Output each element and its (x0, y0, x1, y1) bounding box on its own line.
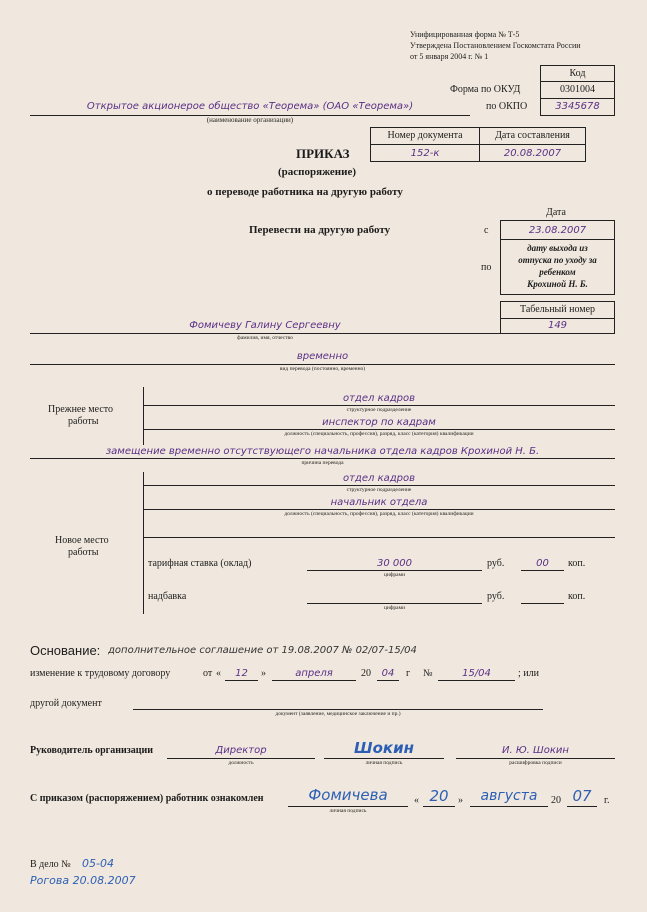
title-subtitle: (распоряжение) (278, 166, 357, 178)
transfer-date-header: Дата (546, 207, 566, 218)
title-description: о переводе работника на другую работу (207, 186, 403, 198)
file-label: В дело № (30, 859, 71, 870)
previous-position-line (143, 429, 615, 430)
change-year-suffix: г (406, 668, 411, 679)
ack-day-line (423, 806, 455, 807)
transfer-label: Перевести на другую работу (249, 224, 391, 236)
head-label: Руководитель организации (30, 745, 154, 756)
ack-year: 07 (572, 787, 592, 805)
transfer-type-caption: вид перевода (постоянно, временно) (279, 366, 366, 372)
head-signature: Шокин (354, 739, 414, 757)
code-header: Код (540, 65, 615, 82)
ack-year-suffix: г. (604, 795, 610, 806)
previous-label-1: Прежнее место (48, 404, 113, 415)
new-department-line (143, 485, 615, 486)
ack-quote-close: » (458, 795, 463, 806)
file-signed: Рогова 20.08.2007 (30, 874, 136, 887)
transfer-reason-caption: причина перевода (301, 460, 344, 466)
organization-caption: (наименование организации) (206, 116, 294, 124)
head-signature-line (324, 758, 444, 759)
bonus-kop-line (521, 603, 564, 604)
doc-number-value: 152-к (410, 148, 440, 159)
rate-kop-line (521, 570, 564, 571)
form-line-3: от 5 января 2004 г. № 1 (410, 52, 489, 61)
previous-department-caption: структурное подразделение (346, 407, 412, 413)
transfer-to-line-1: дату выхода из (527, 243, 588, 253)
transfer-to-label: по (481, 262, 492, 273)
new-place-bracket (143, 472, 144, 614)
ack-signature: Фомичева (308, 786, 388, 804)
new-position-line (143, 509, 615, 510)
new-position-extra-line (143, 537, 615, 538)
form-line-2: Утверждена Постановлением Госкомстата России (410, 41, 581, 50)
transfer-to-line-3: ребенком (539, 267, 576, 277)
change-number: 15/04 (462, 668, 491, 679)
head-name-line (456, 758, 615, 759)
change-label: изменение к трудовому договору (30, 668, 171, 679)
transfer-to-line-2: отпуска по уходу за (518, 255, 597, 265)
head-position-caption: должность (228, 760, 254, 766)
doc-number-header: Номер документа (370, 127, 480, 145)
change-month-line (272, 680, 356, 681)
previous-department: отдел кадров (342, 393, 416, 404)
other-doc-line (133, 709, 543, 710)
head-position: Директор (215, 745, 267, 756)
change-or: ; или (518, 668, 539, 679)
change-month: апреля (295, 668, 333, 679)
previous-position: инспектор по кадрам (322, 417, 436, 428)
employee-name-caption: фамилия, имя, отчество (237, 335, 293, 341)
doc-date-header: Дата составления (479, 127, 586, 145)
ack-year-line (567, 806, 597, 807)
bonus-label: надбавка (148, 591, 187, 602)
transfer-type: временно (296, 351, 349, 362)
change-from: от (203, 668, 213, 679)
rate-caption: цифрами (383, 572, 406, 578)
okpo-value: 3345678 (555, 101, 600, 112)
change-day-line (225, 680, 258, 681)
rate-line (307, 570, 482, 571)
previous-label-2: работы (68, 416, 99, 427)
rate-rub: руб. (487, 558, 505, 569)
ack-year-prefix: 20 (551, 795, 561, 806)
employee-name: Фомичеву Галину Сергеевну (189, 320, 341, 331)
change-day: 12 (235, 668, 248, 679)
new-position-caption: должность (специальность, профессия), разряд, класс (категория) квалификации (284, 511, 474, 517)
head-position-line (167, 758, 315, 759)
okud-value: 0301004 (540, 81, 615, 99)
basis-value: дополнительное соглашение от 19.08.2007 № 02/07-15/04 (108, 645, 417, 656)
ack-signature-caption: личная подпись (329, 808, 367, 814)
okud-label: Форма по ОКУД (450, 84, 521, 95)
transfer-from-value: 23.08.2007 (528, 225, 587, 236)
head-name-caption: расшифровка подписи (509, 760, 562, 766)
doc-date-value: 20.08.2007 (503, 148, 562, 159)
transfer-from-label: с (484, 225, 489, 236)
ack-label: С приказом (распоряжением) работник ознакомлен (30, 793, 264, 804)
ack-month: августа (480, 788, 538, 804)
rate-value: 30 000 (377, 558, 412, 569)
head-name: И. Ю. Шокин (502, 745, 569, 756)
file-value: 05-04 (82, 857, 114, 870)
bonus-kop: коп. (568, 591, 586, 602)
change-year-prefix: 20 (361, 668, 371, 679)
ack-signature-line (288, 806, 408, 807)
okpo-label: по ОКПО (486, 101, 528, 112)
organization-name: Открытое акционерое общество «Теорема» (ОАО «Теорема») (86, 101, 414, 112)
previous-position-caption: должность (специальность, профессия), разряд, класс (категория) квалификации (284, 431, 474, 437)
rate-kop: коп. (568, 558, 586, 569)
previous-department-line (143, 405, 615, 406)
new-department: отдел кадров (342, 473, 416, 484)
other-doc-caption: документ (заявление, медицинское заключение и пр.) (275, 711, 401, 717)
new-place-label-2: работы (68, 547, 99, 558)
new-position: начальник отдела (330, 497, 428, 508)
page-title: ПРИКАЗ (296, 146, 350, 161)
change-year: 04 (381, 668, 395, 679)
bonus-rub: руб. (487, 591, 505, 602)
transfer-type-line (30, 364, 615, 365)
other-doc-label: другой документ (30, 698, 102, 709)
tab-number-value: 149 (547, 320, 568, 331)
new-place-label-1: Новое место (55, 535, 109, 546)
bonus-line (307, 603, 482, 604)
transfer-to-line-4: Крохиной Н. Б. (527, 279, 588, 289)
change-number-line (438, 680, 515, 681)
tab-number-header: Табельный номер (500, 301, 615, 319)
rate-kop-value: 00 (536, 558, 549, 569)
change-year-line (377, 680, 399, 681)
basis-label: Основание: (30, 643, 101, 658)
head-signature-caption: личная подпись (365, 760, 403, 766)
change-quote-open: « (216, 668, 221, 679)
ack-quote-open: « (414, 795, 419, 806)
transfer-reason-line (30, 458, 615, 459)
new-department-caption: структурное подразделение (346, 487, 412, 493)
change-quote-close: » (261, 668, 266, 679)
ack-day: 20 (429, 787, 449, 805)
form-line-1: Унифицированная форма № Т-5 (410, 30, 520, 39)
bonus-caption: цифрами (383, 605, 406, 611)
transfer-reason: замещение временно отсутствующего начальника отдела кадров Крохиной Н. Б. (105, 446, 540, 457)
ack-month-line (470, 806, 548, 807)
rate-label: тарифная ставка (оклад) (148, 558, 252, 569)
employee-name-line (30, 333, 500, 334)
change-number-sign: № (423, 668, 433, 679)
